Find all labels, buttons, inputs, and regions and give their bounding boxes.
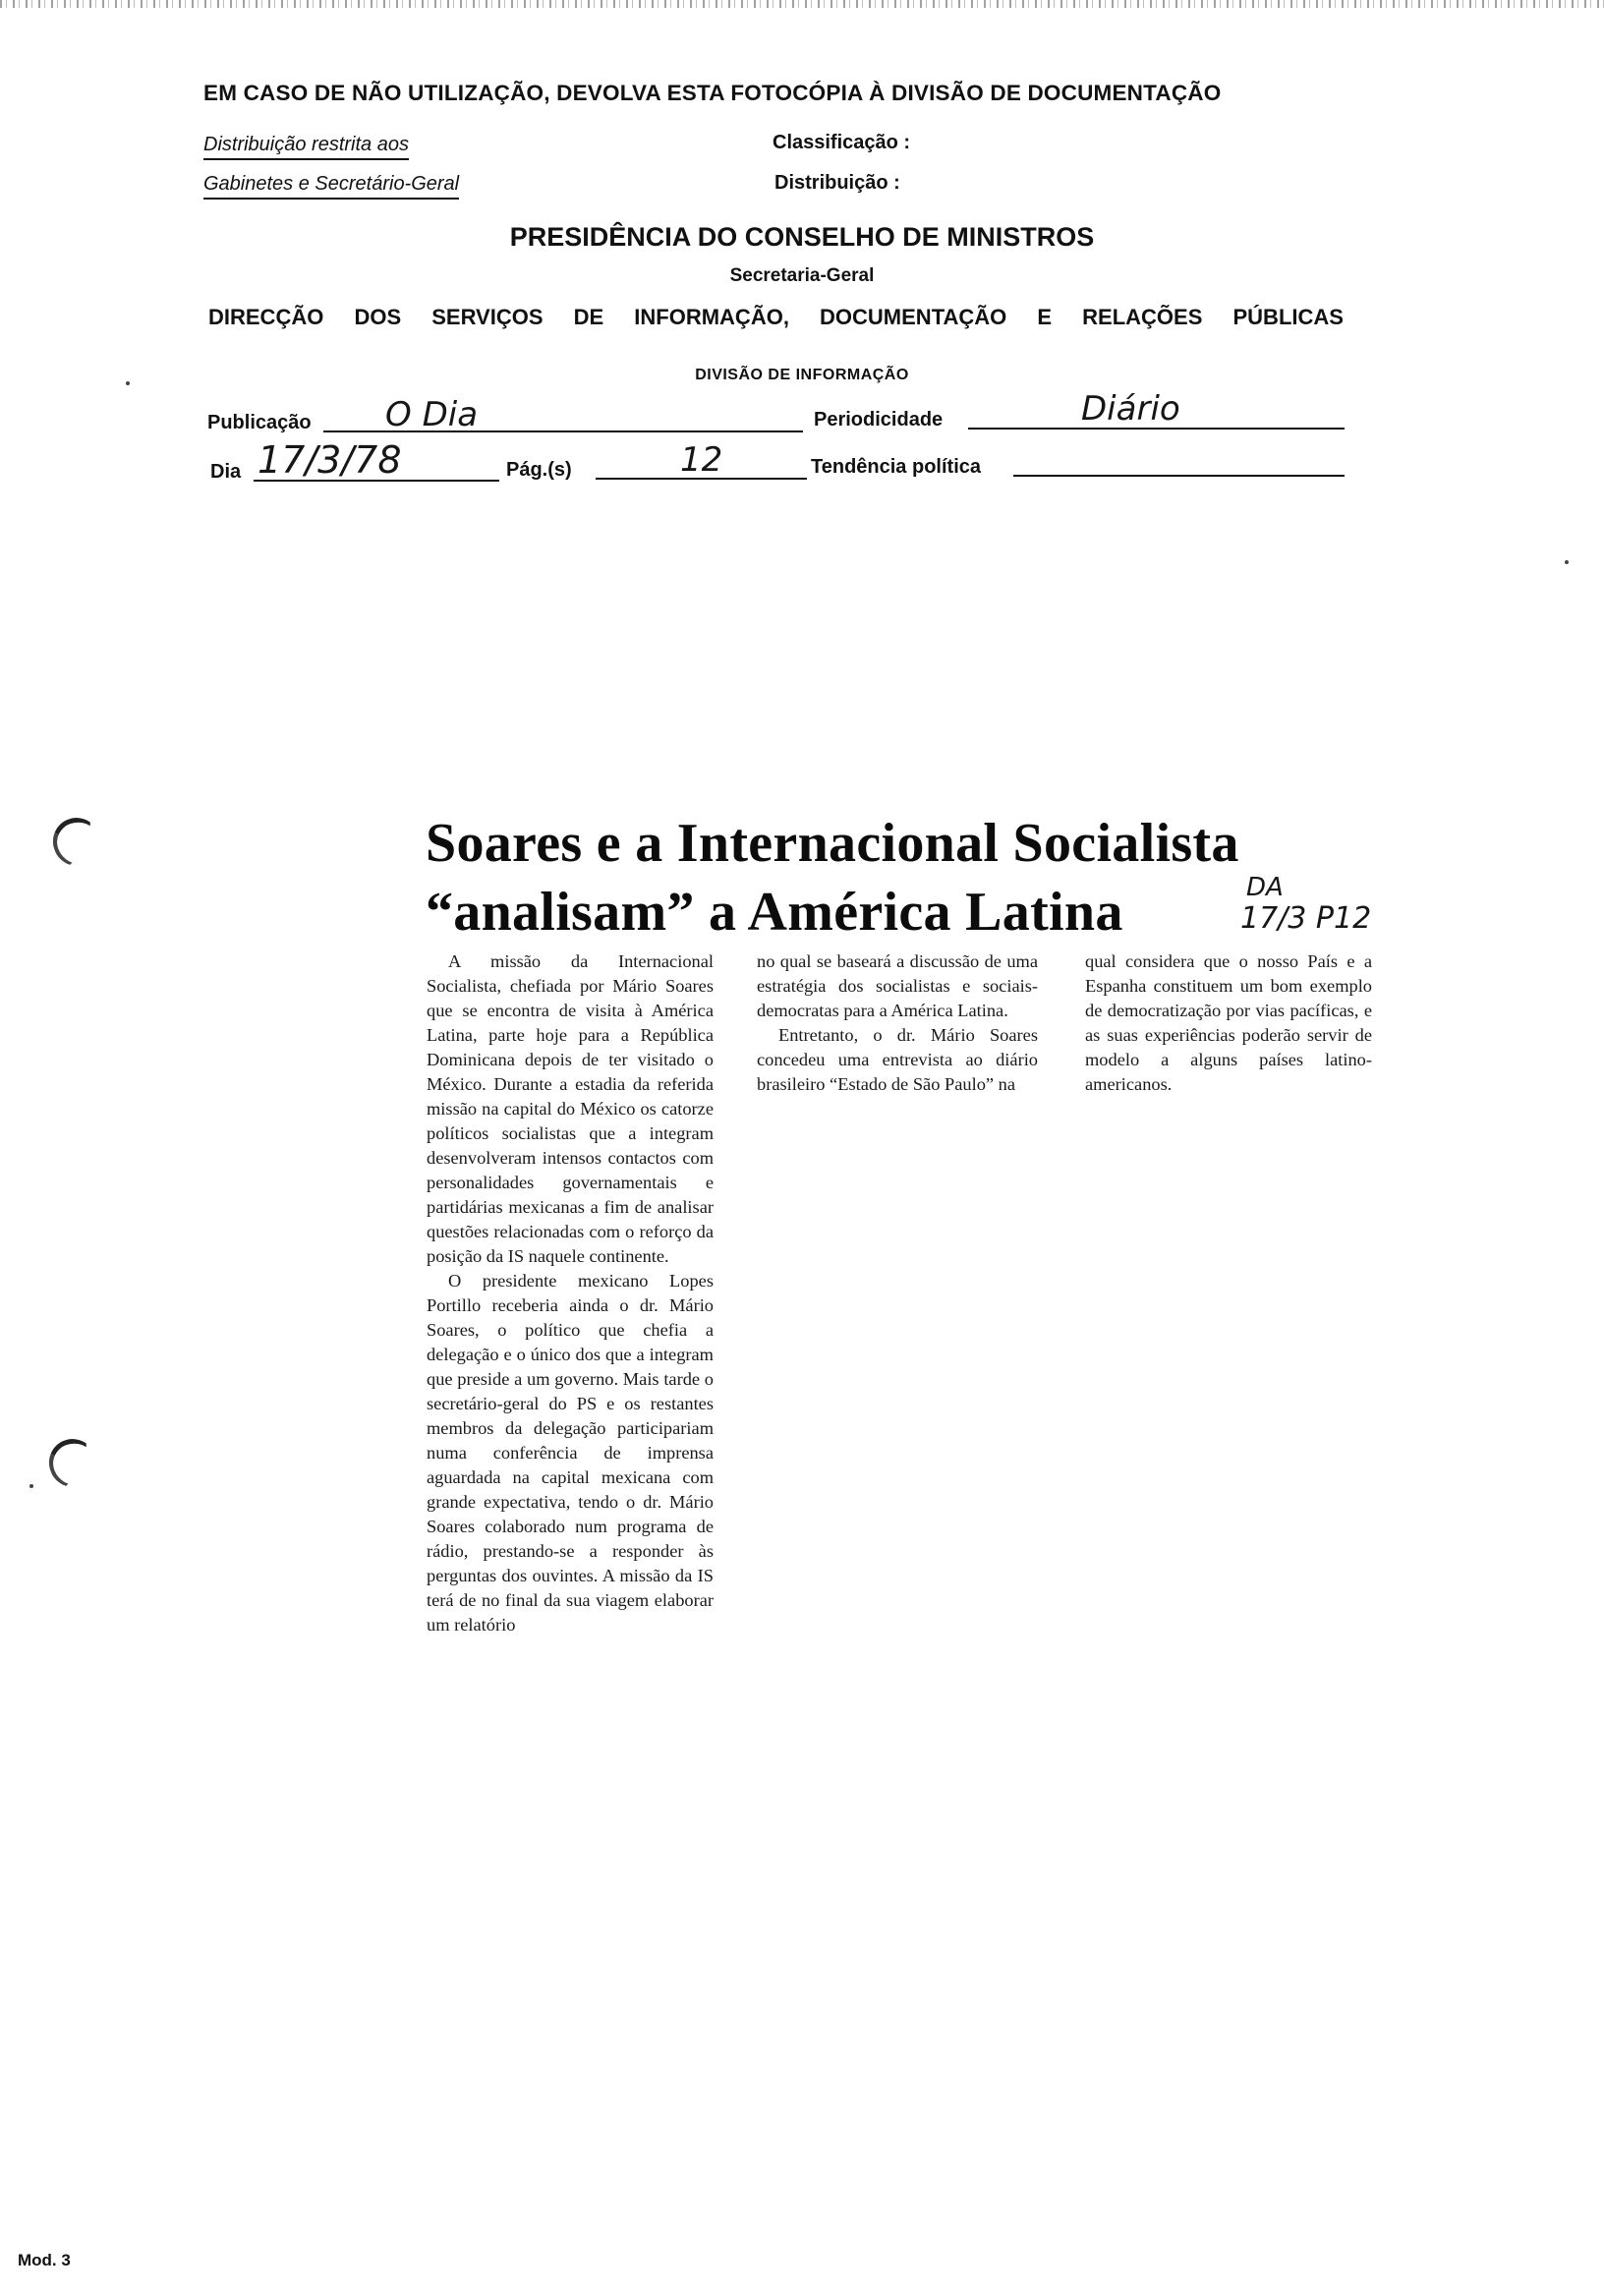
article-paragraph: O presidente mexicano Lopes Portillo receberia ainda o dr. Mário Soares, o político que chefia a delegação e o único dos que a integram que preside a um governo. Mais tarde o secretário-geral do PS e os restantes membros da delegação participariam numa conferência de imprensa aguardada na capital mexicana com grande expectativa, tendo o dr. Mário Soares colaborado num programa de rádio, prestando-se a responder às perguntas dos ouvintes. A missão da IS terá de no final da sua viagem elaborar um relatório [427, 1271, 714, 1635]
tendencia-line [1013, 475, 1345, 477]
direccao-word: INFORMAÇÃO, [634, 305, 789, 329]
secretaria-subtitle: Secretaria-Geral [729, 265, 875, 286]
annotation-line-2: 17/3 P12 [1240, 901, 1372, 936]
dia-handwritten: 17/3/78 [258, 438, 402, 482]
dia-label: Dia [210, 461, 242, 483]
pags-handwritten: 12 [680, 440, 723, 480]
article-paragraph: qual considera que o nosso País e a Espanha constituem um bom exemplo de democratização por vias pacíficas, e as suas experiências poderão servir de modelo a alguns países latino-americanos. [1085, 951, 1372, 1094]
direccao-word: DE [573, 305, 604, 329]
article-column-3 [1085, 949, 1372, 1097]
headline-line-2: “analisam” a América Latina [426, 882, 1123, 943]
periodicidade-label: Periodicidade [814, 409, 944, 430]
model-number: Mod. 3 [18, 2251, 71, 2269]
direccao-word: RELAÇÕES [1082, 305, 1203, 329]
return-notice: EM CASO DE NÃO UTILIZAÇÃO, DEVOLVA ESTA FOTOCÓPIA À DIVISÃO DE DOCUMENTAÇÃO [203, 81, 1222, 105]
direccao-word: DOS [354, 305, 402, 329]
distribuicao-label: Distribuição : [774, 172, 900, 194]
pags-label: Pág.(s) [506, 459, 572, 481]
restriction-line-1: Distribuição restrita aos [203, 134, 409, 160]
article-column-1 [427, 949, 714, 1637]
divisao-heading: DIVISÃO DE INFORMAÇÃO [695, 367, 909, 383]
publicacao-handwritten: O Dia [385, 395, 479, 434]
annotation-line-1: DA [1246, 873, 1284, 902]
direccao-word: DIRECÇÃO [208, 305, 324, 329]
periodicidade-handwritten: Diário [1081, 389, 1180, 429]
direccao-heading [208, 305, 1344, 330]
article-paragraph: A missão da Internacional Socialista, chefiada por Mário Soares que se encontra de visita à América Latina, parte hoje para a República Dominicana depois de ter visitado o México. Durante a estadia da referida missão na capital do México os catorze políticos socialistas que a integram desenvolveram intensos contactos com personalidades governamentais e partidárias mexicanas a fim de analisar questões relacionadas com o reforço da posição da IS naquele continente. [427, 951, 714, 1266]
article-paragraph: Entretanto, o dr. Mário Soares concedeu uma entrevista ao diário brasileiro “Estado de São Paulo” na [757, 1025, 1038, 1094]
headline-line-1: Soares e a Internacional Socialista [426, 813, 1239, 874]
scan-speck [29, 1484, 33, 1488]
restriction-line-2: Gabinetes e Secretário-Geral [203, 173, 459, 200]
scan-speck [1565, 560, 1569, 564]
scan-speck [126, 381, 130, 385]
publicacao-label: Publicação [207, 412, 312, 433]
classificacao-label: Classificação : [773, 132, 911, 153]
article-column-2 [757, 949, 1038, 1097]
direccao-word: E [1037, 305, 1053, 329]
direccao-word: DOCUMENTAÇÃO [820, 305, 1007, 329]
direccao-word: SERVIÇOS [431, 305, 544, 329]
hole-punch-mark [46, 811, 107, 872]
institution-title: PRESIDÊNCIA DO CONSELHO DE MINISTROS [509, 222, 1095, 252]
hole-punch-mark [42, 1432, 103, 1493]
tendencia-label: Tendência política [811, 456, 981, 478]
scan-edge-noise [0, 0, 1604, 8]
article-paragraph: no qual se baseará a discussão de uma estratégia dos socialistas e sociais-democratas para a América Latina. [757, 951, 1038, 1020]
direccao-word: PÚBLICAS [1232, 305, 1344, 329]
